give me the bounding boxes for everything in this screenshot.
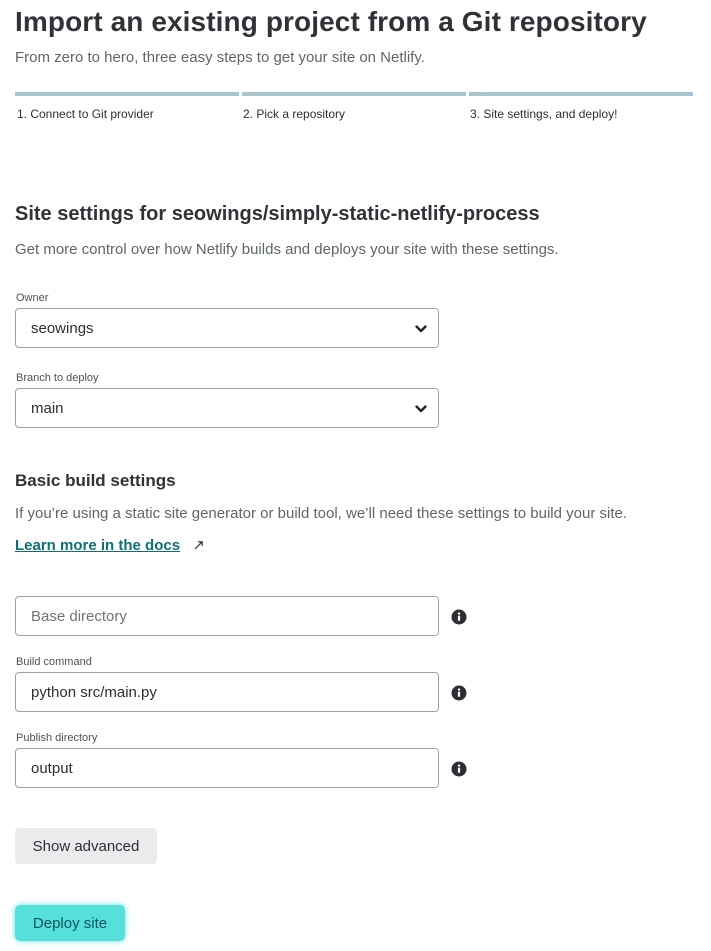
deploy-site-button[interactable]: Deploy site <box>15 905 125 941</box>
info-icon[interactable] <box>451 761 467 777</box>
step-3-bar <box>469 92 693 96</box>
build-settings-description: If you’re using a static site generator or build tool, we’ll need these settings to build your site. <box>15 505 628 522</box>
step-2-bar <box>242 92 466 96</box>
build-command-field[interactable] <box>15 672 439 712</box>
build-command-input[interactable] <box>31 684 438 701</box>
learn-more-link[interactable]: Learn more in the docs <box>15 537 181 554</box>
publish-directory-field[interactable] <box>15 748 439 788</box>
owner-select-value: seowings <box>31 319 94 337</box>
page-title: Import an existing project from a Git repository <box>15 6 647 37</box>
info-icon[interactable] <box>451 685 467 701</box>
base-directory-input[interactable] <box>31 608 438 625</box>
step-2-label[interactable]: 2. Pick a repository <box>243 107 346 121</box>
site-settings-description: Get more control over how Netlify builds and deploys your site with these settings. <box>15 241 559 258</box>
show-advanced-button[interactable]: Show advanced <box>15 828 157 864</box>
base-directory-field[interactable] <box>15 596 439 636</box>
branch-label: Branch to deploy <box>16 372 99 384</box>
owner-select[interactable] <box>15 308 439 348</box>
chevron-down-icon <box>414 402 428 416</box>
step-1-bar <box>15 92 239 96</box>
info-icon[interactable] <box>451 609 467 625</box>
branch-select[interactable] <box>15 388 439 428</box>
owner-label: Owner <box>16 292 49 304</box>
step-3-label: 3. Site settings, and deploy! <box>470 107 618 121</box>
site-settings-title: Site settings for seowings/simply-static-netlify-process <box>15 203 540 225</box>
branch-select-value: main <box>31 399 64 417</box>
chevron-down-icon <box>414 322 428 336</box>
build-command-label: Build command <box>16 656 92 668</box>
publish-directory-input[interactable] <box>31 760 438 777</box>
page-subtitle: From zero to hero, three easy steps to get your site on Netlify. <box>15 49 425 66</box>
build-settings-title: Basic build settings <box>15 471 176 490</box>
external-link-icon <box>193 539 205 551</box>
publish-directory-label: Publish directory <box>16 732 98 744</box>
step-1-label[interactable]: 1. Connect to Git provider <box>17 107 154 121</box>
